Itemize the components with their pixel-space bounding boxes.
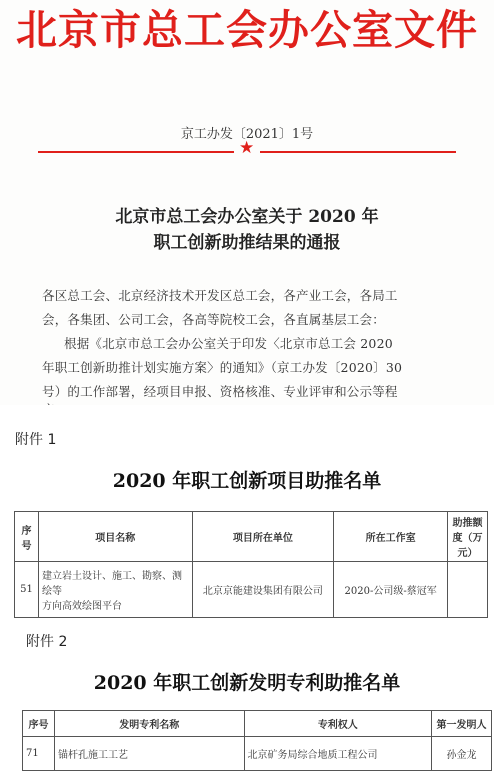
red-star-icon: ★ [239, 138, 255, 158]
header-no: 序号 [23, 711, 55, 737]
attachment-1-title: 2020 年职工创新项目助推名单 [112, 470, 382, 492]
attachment-1 [0, 405, 494, 623]
header-inventor: 第一发明人 [432, 711, 492, 737]
red-head-title: 北京市总工会办公室文件 [16, 6, 478, 54]
header-amount: 助推额度（万元） [448, 512, 488, 562]
row-project-name [38, 562, 192, 618]
notice-title-line2: 职工创新助推结果的通报 [153, 233, 341, 253]
body-line: 根据《北京市总工会办公室关于印发〈北京市总工会 2020 [64, 336, 393, 351]
table-header-row [23, 711, 492, 737]
header-no: 序号 [15, 512, 39, 562]
row-no: 71 [23, 737, 55, 771]
red-rule-left [38, 151, 234, 153]
row-unit: 北京京能建设集团有限公司 [192, 562, 334, 618]
header-unit: 项目所在单位 [192, 512, 334, 562]
row-studio: 2020-公司级-蔡冠军 [334, 562, 448, 618]
header-project-name: 项目名称 [38, 512, 192, 562]
header-owner: 专利权人 [244, 711, 432, 737]
attachment-1-label: 附件 1 [15, 432, 57, 448]
red-rule-right [260, 151, 456, 153]
patent-table [22, 710, 492, 771]
body-line: 号）的工作部署，经项目申报、资格核准、专业评审和公示等程 [42, 384, 398, 399]
table-row [23, 737, 492, 771]
body-line: 各区总工会、北京经济技术开发区总工会，各产业工会，各局工 [42, 288, 398, 303]
table-header-row [15, 512, 488, 562]
row-amount [448, 562, 488, 618]
row-owner: 北京矿务局综合地质工程公司 [244, 737, 432, 771]
body-line: 会，各集团、公司工会，各高等院校工会，各直属基层工会： [42, 312, 385, 327]
table-row [15, 562, 488, 618]
attachment-2-label: 附件 2 [26, 634, 68, 650]
row-project-name-line2: 方向高效绘图平台 [41, 601, 122, 612]
notice-title-line1: 北京市总工会办公室关于 2020 年 [115, 207, 379, 227]
row-project-name-line1: 建立岩土设计、施工、勘察、测绘等 [41, 571, 182, 597]
attachment-2-title: 2020 年职工创新发明专利助推名单 [93, 672, 401, 694]
attachment-2 [0, 623, 494, 779]
row-patent-name: 锚杆孔施工工艺 [54, 737, 244, 771]
header-patent-name: 发明专利名称 [54, 711, 244, 737]
row-inventor: 孙金龙 [432, 737, 492, 771]
document-number: 京工办发〔2021〕1号 [180, 127, 314, 142]
body-line: 年职工创新助推计划实施方案〉的通知》（京工办发〔2020〕30 [42, 360, 403, 375]
header-studio: 所在工作室 [334, 512, 448, 562]
project-table [14, 511, 488, 618]
row-no: 51 [15, 562, 39, 618]
